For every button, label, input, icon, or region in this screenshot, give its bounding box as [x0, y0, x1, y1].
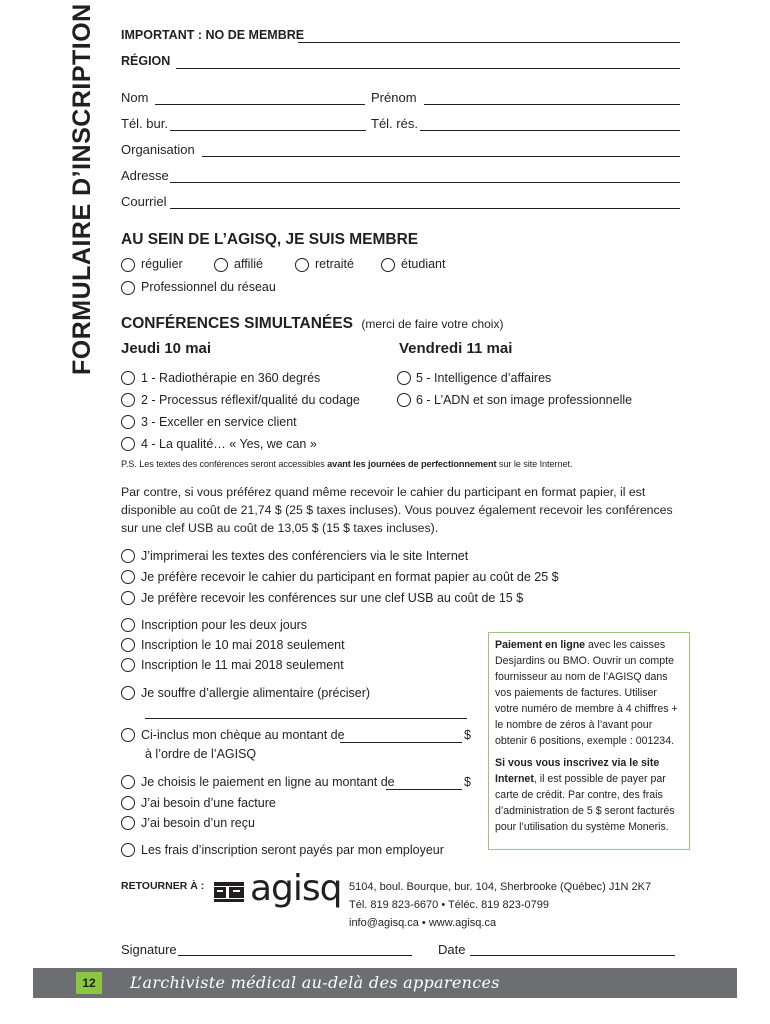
day2-heading: Vendredi 11 mai [399, 340, 513, 357]
receipt-label: J’ai besoin d’un reçu [141, 816, 255, 830]
organisation-label: Organisation [121, 142, 195, 157]
option-professionnel: Professionnel du réseau [141, 280, 276, 294]
format-paper: Je préfère recevoir le cahier du participant en format papier au coût de 25 $ [141, 570, 559, 584]
region-field[interactable] [176, 68, 680, 69]
radio-conf-2[interactable] [121, 393, 135, 407]
nom-field[interactable] [155, 104, 365, 105]
radio-conf-6[interactable] [397, 393, 411, 407]
online-dollar: $ [464, 775, 471, 789]
nom-label: Nom [121, 90, 149, 105]
radio-format-internet[interactable] [121, 549, 135, 563]
radio-etudiant[interactable] [381, 258, 395, 272]
page-number: 12 [76, 972, 102, 994]
logo-text: agisq [250, 868, 342, 909]
tel-bur-label: Tél. bur. [121, 116, 168, 131]
radio-format-usb[interactable] [121, 591, 135, 605]
online-payment-info: Paiement en ligne avec les caisses Desjardins ou BMO. Ouvrir un compte fournisseur au nom de l’AGISQ dans vos paiements de factures. Utiliser votre numéro de membre à 4 chiffres + le nombre de zéros à l’avant pour obtenir 6 positions, exemple : 001234. [495, 639, 678, 747]
member-number-label: IMPORTANT : NO DE MEMBRE [121, 28, 305, 42]
paper-format-paragraph: Par contre, si vous préférez quand même recevoir le cahier du participant en format papier, il est disponible au coût de 21,74 $ (25 $ taxes incluses). Vous pouvez également recevoir les conférences sur une clef USB au coût de 13,05 $ (15 $ taxes incluses). [121, 485, 673, 535]
cheque-order: à l’ordre de l’AGISQ [145, 747, 257, 761]
date-field[interactable] [470, 955, 675, 956]
member-number-field[interactable] [298, 42, 680, 43]
checkbox-invoice[interactable] [121, 796, 135, 810]
conf-3: 3 - Exceller en service client [141, 415, 297, 429]
website-payment-info: Si vous vous inscrivez via le site Internet, il est possible de payer par carte de crédit. Par contre, des frais d’administration de 5 $ seront facturés pour l’utilisation du système Moneris. [495, 757, 675, 833]
conf-4: 4 - La qualité… « Yes, we can » [141, 437, 317, 451]
radio-cheque[interactable] [121, 728, 135, 742]
conferences-note: (merci de faire votre choix) [361, 317, 504, 331]
conferences-heading: CONFÉRENCES SIMULTANÉES [121, 315, 353, 332]
radio-conf-5[interactable] [397, 371, 411, 385]
organisation-field[interactable] [202, 156, 680, 157]
ps-note: P.S. Les textes des conférences seront accessibles avant les journées de perfectionnement sur le site Internet. [121, 459, 573, 469]
footer-slogan: L’archiviste médical au-delà des apparences [130, 973, 500, 992]
radio-conf-4[interactable] [121, 437, 135, 451]
signature-field[interactable] [178, 955, 412, 956]
return-label: RETOURNER À : [121, 880, 205, 892]
checkbox-employer[interactable] [121, 843, 135, 857]
reg-10: Inscription le 10 mai 2018 seulement [141, 638, 345, 652]
return-address: 5104, boul. Bourque, bur. 104, Sherbrooke (Québec) J1N 2K7 Tél. 819 823-6670 • Téléc. 819 823-0799 info@agisq.ca • www.agisq.ca [349, 881, 652, 929]
conf-6: 6 - L’ADN et son image professionnelle [416, 393, 633, 407]
radio-retraite[interactable] [295, 258, 309, 272]
allergy-label: Je souffre d’allergie alimentaire (préciser) [141, 686, 371, 700]
agisq-logo [212, 868, 342, 915]
cheque-amount-field[interactable] [340, 742, 462, 743]
membership-heading: AU SEIN DE L’AGISQ, JE SUIS MEMBRE [121, 231, 419, 248]
day1-heading: Jeudi 10 mai [121, 340, 212, 357]
radio-conf-1[interactable] [121, 371, 135, 385]
option-affilie: affilié [234, 257, 263, 271]
radio-reg-11[interactable] [121, 658, 135, 672]
courriel-field[interactable] [170, 208, 680, 209]
radio-reg-both[interactable] [121, 618, 135, 632]
radio-allergy[interactable] [121, 686, 135, 700]
cheque-dollar: $ [464, 728, 471, 742]
signature-label: Signature [121, 942, 177, 957]
online-amount-field[interactable] [386, 789, 462, 790]
region-label: RÉGION [121, 54, 171, 68]
side-title: FORMULAIRE D’INSCRIPTION [68, 3, 96, 375]
radio-online[interactable] [121, 775, 135, 789]
tel-res-label: Tél. rés. [371, 116, 418, 131]
conferences-heading-row [121, 315, 503, 333]
conf-1: 1 - Radiothérapie en 360 degrés [141, 371, 321, 385]
tel-res-field[interactable] [420, 130, 680, 131]
archive-icon [214, 882, 244, 904]
radio-format-paper[interactable] [121, 570, 135, 584]
option-retraite: retraité [315, 257, 354, 271]
format-internet: J’imprimerai les textes des conférenciers via le site Internet [141, 549, 469, 563]
option-regulier: régulier [141, 257, 183, 271]
checkbox-receipt[interactable] [121, 816, 135, 830]
radio-affilie[interactable] [214, 258, 228, 272]
radio-conf-3[interactable] [121, 415, 135, 429]
adresse-label: Adresse [121, 168, 169, 183]
radio-reg-10[interactable] [121, 638, 135, 652]
allergy-field[interactable] [145, 718, 467, 719]
payment-info-box [488, 632, 690, 850]
radio-regulier[interactable] [121, 258, 135, 272]
cheque-label: Ci-inclus mon chèque au montant de [141, 728, 345, 742]
radio-professionnel[interactable] [121, 281, 135, 295]
date-label: Date [438, 942, 466, 957]
format-usb: Je préfère recevoir les conférences sur une clef USB au coût de 15 $ [141, 591, 524, 605]
prenom-label: Prénom [371, 90, 417, 105]
courriel-label: Courriel [121, 194, 167, 209]
conf-2: 2 - Processus réflexif/qualité du codage [141, 393, 360, 407]
reg-both: Inscription pour les deux jours [141, 618, 308, 632]
adresse-field[interactable] [170, 182, 680, 183]
employer-label: Les frais d’inscription seront payés par mon employeur [141, 843, 444, 857]
conf-5: 5 - Intelligence d’affaires [416, 371, 552, 385]
tel-bur-field[interactable] [170, 130, 366, 131]
invoice-label: J’ai besoin d’une facture [141, 796, 276, 810]
online-label: Je choisis le paiement en ligne au montant de [141, 775, 395, 789]
prenom-field[interactable] [424, 104, 680, 105]
option-etudiant: étudiant [401, 257, 446, 271]
reg-11: Inscription le 11 mai 2018 seulement [141, 658, 344, 672]
